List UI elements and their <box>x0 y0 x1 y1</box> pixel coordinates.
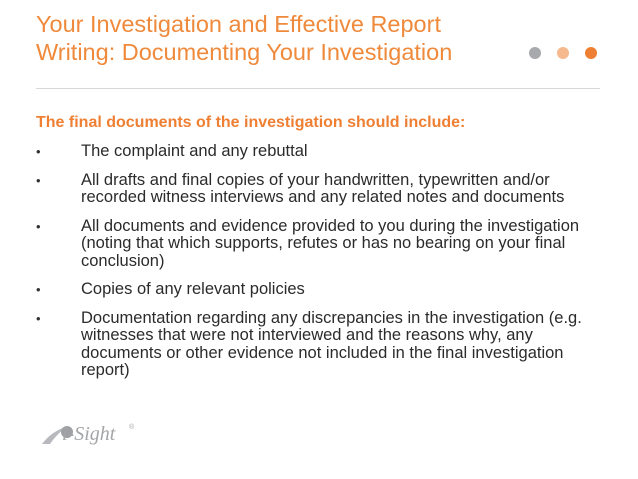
bullet-item <box>36 172 596 207</box>
slide-title-line-1: Your Investigation and Effective Report <box>36 11 441 37</box>
slide-title-line-2: Writing: Documenting Your Investigation <box>36 39 453 65</box>
bullet-text: All documents and evidence provided to you during the investigation (noting that which supports, refutes or has no bearing on your final conclusion) <box>81 216 580 270</box>
title-divider <box>36 88 600 89</box>
bullet-text: Documentation regarding any discrepancies in the investigation (e.g. witnesses that were not interviewed and the reasons why, any documents or other evidence not included in the final investigation report) <box>81 308 582 379</box>
bullet-icon: • <box>36 144 41 159</box>
logo-registered-mark: ® <box>129 424 135 431</box>
slide-title <box>36 10 506 66</box>
bullet-item <box>36 218 596 271</box>
light-orange-dot-icon <box>557 47 569 59</box>
bullet-list <box>36 143 596 380</box>
bullet-item <box>36 143 596 161</box>
bullet-icon: • <box>36 310 41 326</box>
bullet-text: Copies of any relevant policies <box>81 280 305 298</box>
gray-dot-icon <box>529 47 541 59</box>
bullet-text: All drafts and final copies of your handwritten, typewritten and/or recorded witness interviews and any related notes and documents <box>81 170 565 206</box>
bullet-icon: • <box>36 172 41 188</box>
i-sight-logo <box>40 418 165 446</box>
bullet-item <box>36 281 596 299</box>
bullet-icon: • <box>36 218 41 234</box>
bullet-item <box>36 310 596 380</box>
bullet-text: The complaint and any rebuttal <box>81 142 308 160</box>
logo-wordmark: i-Sight <box>62 423 116 445</box>
orange-dot-icon <box>585 47 597 59</box>
bullet-icon: • <box>36 282 41 297</box>
section-heading: The final documents of the investigation should include: <box>36 114 466 131</box>
